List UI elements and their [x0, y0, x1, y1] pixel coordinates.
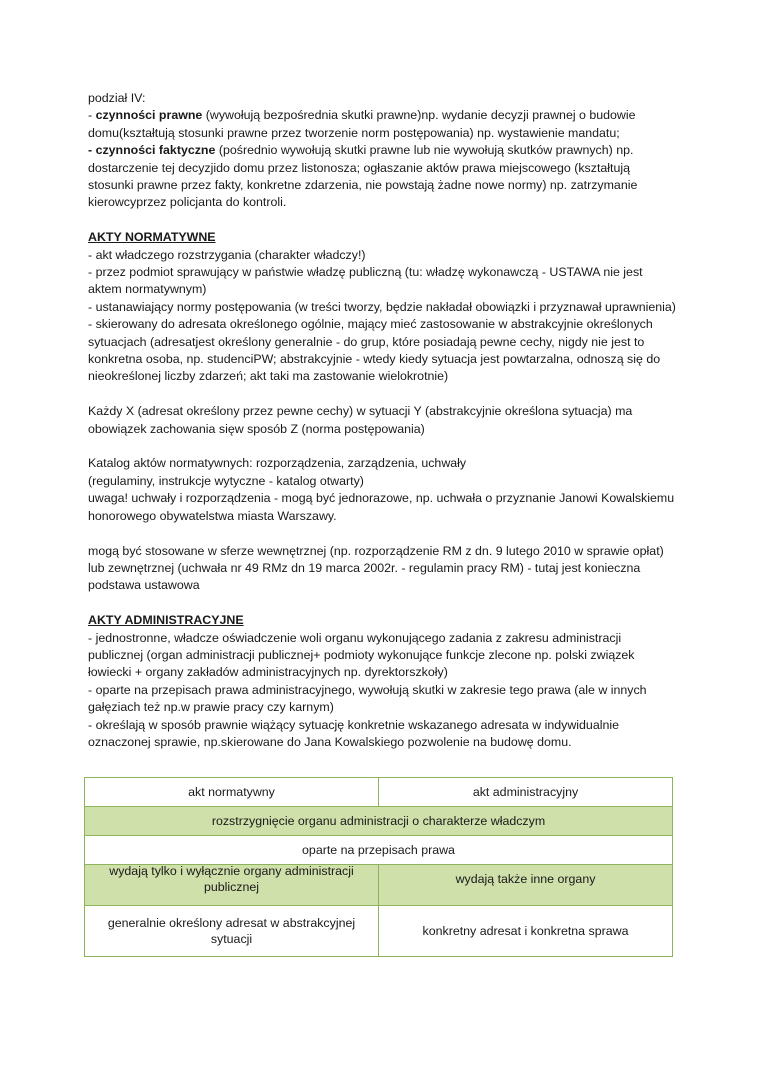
issuer-normative: wydają tylko i wyłącznie organy administracji publicznej	[85, 865, 379, 906]
normative-item: - akt władczego rozstrzygania (charakter władczy!)	[88, 247, 366, 262]
term-legal-acts: czynności prawne	[95, 108, 203, 123]
heading-normative-acts: AKTY NORMATYWNE	[88, 230, 216, 245]
administrative-item: - określają w sposób prawnie wiążący sytuację konkretnie wskazanego adresata w indywidualnie oznaczonej sprawie, np.skierowane do Jana Kowalskiego pozwolenie na budowę domu.	[88, 717, 620, 749]
header-administrative-act: akt administracyjny	[379, 778, 673, 807]
table-row	[85, 906, 673, 957]
normative-item: - przez podmiot sprawujący w państwie władzę publiczną (tu: władzę wykonawczą - USTAWA nie jest aktem normatywnym)	[88, 265, 643, 297]
shared-trait-decision: rozstrzygnięcie organu administracji o charakterze władczym	[85, 807, 673, 836]
normative-item: - skierowany do adresata określonego ogólnie, mający mieć zastosowanie w abstrakcyjnie określonych sytuacjach (adresatjest określony generalnie - do grup, które posiadają pewne cechy, nigdy nie jest to konkretna osoba, np. studenciPW; abstrakcyjnie - wtedy kiedy sytuacja jest powtarzalna, odnoszą się do nieokreślonej liczby zdarzeń; akt taki ma zastowanie wielokrotnie)	[88, 317, 661, 384]
table-row	[85, 807, 673, 836]
intro-title: podział IV:	[88, 91, 146, 105]
issuer-administrative: wydają także inne organy	[379, 865, 673, 906]
addressee-normative: generalnie określony adresat w abstrakcyjnej sytuacji	[85, 906, 379, 957]
normative-catalog: Katalog aktów normatywnych: rozporządzenia, zarządzenia, uchwały	[88, 456, 467, 471]
normative-catalog-note: (regulaminy, instrukcje wytyczne - katalog otwarty)	[88, 473, 364, 488]
normative-item: - ustanawiający normy postępowania (w treści tworzy, będzie nakładał obowiązki i przyznawał uprawnienia)	[88, 299, 676, 314]
header-normative-act: akt normatywny	[85, 778, 379, 807]
addressee-administrative: konkretny adresat i konkretna sprawa	[379, 906, 673, 957]
heading-administrative-acts: AKTY ADMINISTRACYJNE	[88, 613, 244, 628]
intro-item-legal-acts: - czynności prawne (wywołują bezpośrednia skutki prawne)np. wydanie decyzji prawnej o budowie domu(kształtują stosunki prawne przez tworzenie norm postępowania) np. wystawienie mandatu;	[88, 108, 636, 140]
shared-trait-legal-basis: oparte na przepisach prawa	[85, 836, 673, 865]
normative-rule: Każdy X (adresat określony przez pewne cechy) w sytuacji Y (abstrakcyjnie określona sytuacja) ma obowiązek zachowania sięw sposób Z (norma postępowania)	[88, 404, 633, 436]
term-factual-acts: - czynności faktyczne	[88, 143, 216, 158]
table-row	[85, 778, 673, 807]
normative-usage: mogą być stosowane w sferze wewnętrznej (np. rozporządzenie RM z dn. 9 lutego 2010 w sprawie opłat) lub zewnętrznej (uchwała nr 49 RMz dn 19 marca 2002r. - regulamin pracy RM) - tutaj jest konieczna podstawa ustawowa	[88, 543, 664, 593]
administrative-item: - oparte na przepisach prawa administracyjnego, wywołują skutki w zakresie tego prawa (ale w innych gałęziach też np.w prawie pracy czy karnym)	[88, 682, 647, 715]
administrative-item: - jednostronne, władcze oświadczenie woli organu wykonującego zadania z zakresu administracji publicznej (organ administracji publicznej+ podmioty wykonujące funkcje zlecone np. polski związek łowiecki + organy zakładów administracyjnych np. dyrektorszkoły)	[88, 630, 635, 680]
table-row	[85, 865, 673, 906]
normative-catalog-warning: uwaga! uchwały i rozporządzenia - mogą być jednorazowe, np. uchwała o przyznanie Janowi Kowalskiemu honorowego obywatelstwa miasta Warszawy.	[88, 491, 675, 523]
document-body	[88, 90, 678, 751]
intro-item-factual-acts: - czynności faktyczne (pośrednio wywołują skutki prawne lub nie wywołują skutków prawnych) np. dostarczenie tej decyzjido domu przez listonosza; ogłaszanie aktów prawa miejscowego (kształtują stosunki prawne przez fakty, konkretne zdarzenia, nie powstają żadne nowe normy) np. zatrzymanie kierowcyprzez policjanta do kontroli.	[88, 143, 638, 210]
comparison-table	[84, 777, 673, 957]
table-row	[85, 836, 673, 865]
